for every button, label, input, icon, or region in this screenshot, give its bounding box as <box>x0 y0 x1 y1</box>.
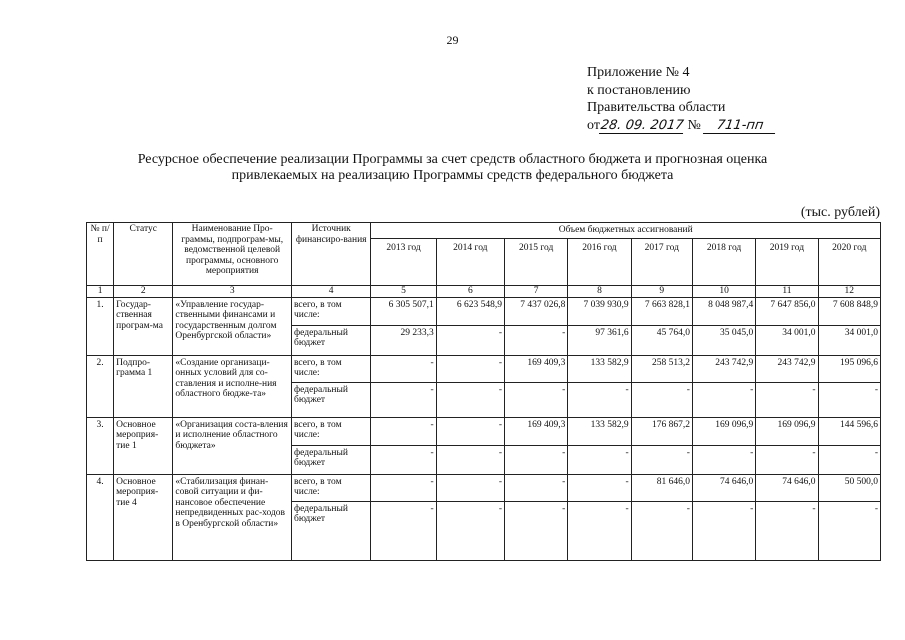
header-year: 2016 год <box>568 239 631 286</box>
row-value: 169 409,3 <box>505 417 568 445</box>
header-source: Источник финансиро-вания <box>291 223 370 286</box>
header-status: Статус <box>114 223 173 286</box>
row-value: 243 742,9 <box>692 355 755 382</box>
row-status: Государ-ственная програм-ма <box>114 297 173 355</box>
row-value: - <box>371 382 436 417</box>
row-value: - <box>371 417 436 445</box>
from-label: от <box>587 117 600 133</box>
row-value: - <box>505 382 568 417</box>
row-value: - <box>756 382 818 417</box>
appendix-block <box>587 64 776 134</box>
page-number: 29 <box>446 33 459 47</box>
row-value: - <box>568 445 631 474</box>
row-value: - <box>371 474 436 501</box>
row-value: 195 096,6 <box>818 355 880 382</box>
row-value: 74 646,0 <box>692 474 755 501</box>
row-number: 1. <box>87 297 114 355</box>
row-value: - <box>818 445 880 474</box>
row-status: Основное мероприя-тие 4 <box>114 474 173 560</box>
row-value: 144 596,6 <box>818 417 880 445</box>
appendix-signature-line <box>587 117 776 135</box>
row-status: Подпро-грамма 1 <box>114 355 173 417</box>
row-value: - <box>371 445 436 474</box>
row-source: всего, в том числе: <box>291 297 370 325</box>
header-year: 2015 год <box>505 239 568 286</box>
row-value: - <box>631 445 692 474</box>
row-value: 169 096,9 <box>756 417 818 445</box>
row-source: федеральный бюджет <box>291 382 370 417</box>
row-value: 34 001,0 <box>818 325 880 355</box>
row-value: 7 039 930,9 <box>568 297 631 325</box>
row-name: «Создание организаци-онных условий для со-ставления и исполне-ния областного бюдже-та» <box>173 355 292 417</box>
budget-table <box>86 222 881 561</box>
decree-date: 28. 09. 2017 <box>599 117 685 133</box>
header-name: Наименование Про-граммы, подпрограм-мы, ведомственной целевой программы, основного мероприятия <box>173 223 292 286</box>
row-value: - <box>436 382 504 417</box>
table-row <box>87 355 881 382</box>
row-value: - <box>631 501 692 560</box>
header-year: 2014 год <box>436 239 504 286</box>
row-value: - <box>692 382 755 417</box>
row-value: 6 305 507,1 <box>371 297 436 325</box>
row-number: 2. <box>87 355 114 417</box>
row-name: «Управление государ-ственными финансами и государственным долгом Оренбургской области» <box>173 297 292 355</box>
column-number: 5 <box>371 286 436 298</box>
row-value: - <box>568 382 631 417</box>
column-number: 10 <box>692 286 755 298</box>
title-line-2: привлекаемых на реализацию Программы средств федерального бюджета <box>231 168 674 183</box>
row-value: - <box>818 382 880 417</box>
row-value: - <box>436 355 504 382</box>
row-value: - <box>756 445 818 474</box>
row-value: - <box>692 501 755 560</box>
row-value: - <box>436 474 504 501</box>
column-number: 7 <box>505 286 568 298</box>
header-num: № п/п <box>87 223 114 286</box>
row-value: - <box>756 501 818 560</box>
table-row <box>87 417 881 445</box>
row-value: 243 742,9 <box>756 355 818 382</box>
row-source: федеральный бюджет <box>291 325 370 355</box>
row-value: 169 096,9 <box>692 417 755 445</box>
row-value: - <box>692 445 755 474</box>
row-source: федеральный бюджет <box>291 445 370 474</box>
row-value: 97 361,6 <box>568 325 631 355</box>
table-header-row <box>87 223 881 239</box>
row-value: 35 045,0 <box>692 325 755 355</box>
row-source: всего, в том числе: <box>291 474 370 501</box>
row-value: 7 608 848,9 <box>818 297 880 325</box>
column-number: 11 <box>756 286 818 298</box>
row-value: 7 437 026,8 <box>505 297 568 325</box>
row-value: - <box>818 501 880 560</box>
column-number: 8 <box>568 286 631 298</box>
header-volume: Объем бюджетных ассигнований <box>371 223 881 239</box>
document-title <box>0 152 905 184</box>
row-value: 258 513,2 <box>631 355 692 382</box>
table-row <box>87 474 881 501</box>
row-value: - <box>505 501 568 560</box>
header-year: 2018 год <box>692 239 755 286</box>
row-source: всего, в том числе: <box>291 417 370 445</box>
row-number: 4. <box>87 474 114 560</box>
row-value: 81 646,0 <box>631 474 692 501</box>
number-label: № <box>687 117 701 133</box>
row-value: 34 001,0 <box>756 325 818 355</box>
appendix-line-3: Правительства области <box>587 100 726 115</box>
row-value: 7 647 856,0 <box>756 297 818 325</box>
row-value: - <box>505 474 568 501</box>
decree-number: 711-пп <box>703 119 777 134</box>
row-value: - <box>436 501 504 560</box>
row-value: 133 582,9 <box>568 417 631 445</box>
row-value: 50 500,0 <box>818 474 880 501</box>
header-year: 2013 год <box>371 239 436 286</box>
row-value: - <box>568 474 631 501</box>
units-label: (тыс. рублей) <box>800 205 880 220</box>
row-value: - <box>371 355 436 382</box>
row-value: 7 663 828,1 <box>631 297 692 325</box>
row-value: - <box>568 501 631 560</box>
column-numbers-row <box>87 286 881 298</box>
row-value: - <box>505 325 568 355</box>
row-source: всего, в том числе: <box>291 355 370 382</box>
header-year: 2019 год <box>756 239 818 286</box>
column-number: 6 <box>436 286 504 298</box>
column-number: 9 <box>631 286 692 298</box>
column-number: 12 <box>818 286 880 298</box>
table-row <box>87 297 881 325</box>
row-value: 74 646,0 <box>756 474 818 501</box>
row-name: «Стабилизация финан-совой ситуации и фи-нансовое обеспечение непредвиденных рас-ходов в Оренбургской области» <box>173 474 292 560</box>
row-source: федеральный бюджет <box>291 501 370 560</box>
row-value: 45 764,0 <box>631 325 692 355</box>
row-number: 3. <box>87 417 114 474</box>
column-number: 4 <box>291 286 370 298</box>
appendix-line-1: Приложение № 4 <box>587 65 690 80</box>
row-value: - <box>436 325 504 355</box>
row-value: 169 409,3 <box>505 355 568 382</box>
row-value: 29 233,3 <box>371 325 436 355</box>
row-value: - <box>436 445 504 474</box>
row-value: - <box>505 445 568 474</box>
header-year: 2017 год <box>631 239 692 286</box>
row-value: - <box>631 382 692 417</box>
row-value: 176 867,2 <box>631 417 692 445</box>
column-number: 2 <box>114 286 173 298</box>
row-value: - <box>371 501 436 560</box>
row-value: 6 623 548,9 <box>436 297 504 325</box>
row-value: 133 582,9 <box>568 355 631 382</box>
row-value: - <box>436 417 504 445</box>
row-value: 8 048 987,4 <box>692 297 755 325</box>
row-name: «Организация соста-вления и исполнение областного бюджета» <box>173 417 292 474</box>
column-number: 3 <box>173 286 292 298</box>
appendix-line-2: к постановлению <box>587 82 691 98</box>
row-status: Основное мероприя-тие 1 <box>114 417 173 474</box>
column-number: 1 <box>87 286 114 298</box>
header-year: 2020 год <box>818 239 880 286</box>
title-line-1: Ресурсное обеспечение реализации Программы за счет средств областного бюджета и прогнозная оценка <box>137 152 768 167</box>
